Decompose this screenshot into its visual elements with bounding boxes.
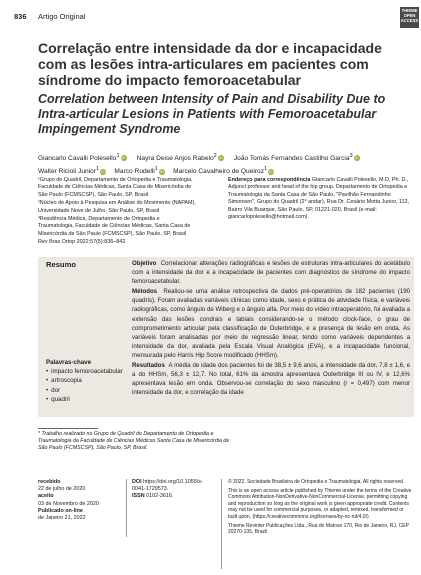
correspondence-label: Endereço para correspondência	[228, 177, 311, 183]
copyright-block	[228, 479, 412, 538]
author-name[interactable]: Marco Rudelli	[114, 168, 155, 176]
author-list	[38, 151, 413, 177]
doi-label: DOI	[132, 479, 142, 485]
footnote	[38, 431, 238, 453]
title-portuguese: Correlação entre intensidade da dor e incapacidade com as lesões intra-articulares em pacientes com síndrome do impacto femoroacetabular	[38, 40, 382, 88]
affiliation-item: ¹Grupo de Quadril, Departamento de Ortopedia e Traumatologia, Faculdade de Ciências Médicas, Santa Casa de Misericórdia de São Paulo (FCMSCSP), São Paulo, SP, Brasil	[38, 177, 193, 198]
author-affil-sup: 1	[154, 166, 158, 173]
keywords	[46, 358, 126, 404]
author-name[interactable]: Nayra Deise Anjos Rabelo	[136, 155, 214, 163]
doi-link[interactable]: https://doi.org/10.1055/s-0041-1729573.	[132, 479, 203, 493]
copyright-line: © 2022. Sociedade Brasileira de Ortopedia e Traumatologia. All rights reserved.	[228, 479, 405, 485]
affiliation-item: ²Núcleo de Apoio à Pesquisa em Análise do Movimento (NAPAM), Universidade Nove de Julho, São Paulo, SP, Brasil	[38, 200, 196, 214]
abstract-text	[132, 259, 410, 398]
footnote-text: Trabalho realizado no Grupo de Quadril do Departamento de Ortopedia e Traumatologia da Faculdade de Ciências Médicas Santa Casa de Misericórdia de São Paulo (FCMSCSP), São Paulo, SP, Brasil.	[38, 431, 230, 452]
author-name[interactable]: Walter Ricioli Junior	[38, 168, 97, 176]
results-text: A média de idade dos pacientes foi de 38,5 ± 9,6 anos, a intensidade da dor, 7,8 ± 1,6, e a do HHSm, 56,3 ± 12,7. No total, 61% da amostra apresentava Outerbridge III ou IV, e 12,6% apresentava lesão em onda. Observou-se correlação do sexo masculino (r = 0,497) com menor intensidade da dor, e correlação da idade	[132, 361, 410, 397]
received-label: recebido	[38, 479, 61, 485]
badge-line: THIEME	[401, 8, 418, 13]
meta-divider	[221, 479, 222, 569]
article-dates	[38, 479, 122, 522]
issn-value: 0102-3616.	[146, 493, 174, 500]
correspondence-text[interactable]: Giancarlo Cavalli Polesello, M.D, Ph. D., Adjunct professor and head of the hip group, Departamento de Ortopedia e Traumatologia da Santa Casa de São Paulo, "Pavilhão Fernandinho Simonsen", Grupo do Quadril (2° andar), Rua Dr. Cesário Motta Junior, 112, Bairro Vila Buarque, São Paulo, SP, 01221-020, Brasil (e-mail: giancarlopolesello@hotmail.com).	[228, 177, 410, 221]
open-access-badge	[400, 7, 419, 28]
meta-divider	[126, 479, 127, 537]
citation: Rev Bras Ortop 2022;57(5):836–842.	[38, 239, 127, 245]
author-affil-sup: 1	[116, 153, 120, 159]
doi-info	[132, 479, 204, 501]
published-label: Publicado on-line	[38, 507, 83, 514]
badge-line: ACCESS	[400, 18, 419, 23]
objective-text: Correlacionar alterações radiográficas e lesões de estruturas intra-articulares do acetábulo com a intensidade da dor e a incapacidade de pacientes com diagnóstico de síndrome do impacto femoroacetabular.	[132, 260, 410, 286]
orcid-icon[interactable]: iD	[354, 155, 359, 161]
methods-label: Métodos	[132, 287, 158, 295]
abstract-objective	[132, 259, 410, 287]
author-affil-sup: 3	[349, 153, 353, 159]
results-label: Resultados	[132, 361, 165, 369]
keyword-item: • artroscopia	[46, 376, 126, 385]
keyword-item: • dor	[46, 386, 126, 395]
abstract-methods	[132, 287, 410, 361]
author-name[interactable]: João Tomás Fernandes Castilho Garcia	[233, 155, 350, 163]
author-affil-sup: 1	[96, 166, 100, 173]
author-affil-sup: 1	[264, 166, 268, 173]
page-number: 836	[14, 12, 27, 21]
methods-text: Realiou-se uma análise retrospectiva de dados pré-operatórios de 182 pacientes (190 quadris). Foram avaliadas variáveis clínicas como idade, sexo e prática de atividade física, e variáveis radiográficas, como ângulo de Wiberg e o ângulo alfa. Por meio do vídeo intraoperatório, foi avaliada a extensão das lesões condrais e labiais considerando-se o método clock-face, o grau de comprometimento articular pela classificação de Outerbridge, e a presença de lesão em onda. As variáveis foram analisadas por meio de regressão linear, tendo como variáveis dependentes a intensidade da dor, avaliada pela Escala Visual Analógica (EVA), e a incapacidade funcional, mensurada pelo Harris Hip Score modificado (HHSm).	[132, 287, 410, 360]
author-affil-sup: 2	[213, 153, 217, 159]
issn-label: ISSN	[132, 493, 145, 500]
keyword-item: • impacto femoroacetabular	[46, 367, 126, 376]
accepted-date: 03 de Novembro de 2020	[38, 500, 99, 507]
author-name[interactable]: Marcelo Cavalheiro de Queiroz	[173, 168, 264, 176]
affiliation-item: ³Residência Médica, Departamento de Ortopedia e Traumatologia, Faculdade de Ciências Médicas, Santa Casa de Misericórdia de São Paulo (FCMSCSP), São Paulo, SP, Brasil	[38, 216, 191, 237]
abstract-heading: Resumo	[46, 260, 76, 269]
received-date: 22 de julho de 2020	[38, 486, 86, 493]
objective-label: Objetivo	[132, 260, 157, 267]
keyword-item: • quadril	[46, 395, 126, 404]
keywords-heading: Palavras-chave	[46, 359, 92, 366]
keywords-list	[46, 367, 126, 404]
orcid-icon[interactable]: iD	[218, 155, 223, 161]
affiliations	[38, 177, 196, 239]
correspondence	[228, 177, 412, 221]
title-english: Correlation between Intensity of Pain and Disability Due to Intra-articular Lesions in Patients with Femoroacetabular Impingement Syndrome	[38, 92, 386, 136]
published-date: de Janeiro 21, 2022	[38, 515, 86, 522]
orcid-icon[interactable]: iD	[121, 155, 126, 161]
license-text[interactable]: This is an open access article published by Thieme under the terms of the Creative Commons Attribution-NonDerivative-NonCommercial-License, permitting copying and reproduction so long as the original work is given appropriate credit. Contents may not be used for commercial purposes, or adapted, remixed, transformed or built upon. (https://creativecommons.org/licenses/by-nc-nd/4.0/)	[228, 487, 412, 520]
footnote-marker: *	[38, 431, 41, 437]
orcid-icon[interactable]: iD	[101, 168, 105, 174]
orcid-icon[interactable]: iD	[269, 168, 273, 174]
article-type: Artigo Original	[38, 12, 86, 21]
badge-line: OPEN	[403, 13, 416, 18]
author-name[interactable]: Giancarlo Cavalli Polesello	[38, 155, 117, 163]
footnote-divider	[38, 428, 98, 429]
publisher-address: Thieme Revinter Publicações Ltda., Rua do Matoso 170, Rio de Janeiro, RJ, CEP 20270-135, Brazil	[228, 522, 409, 536]
abstract-results	[132, 361, 410, 398]
orcid-icon[interactable]: iD	[159, 168, 164, 174]
accepted-label: aceito	[38, 493, 54, 500]
